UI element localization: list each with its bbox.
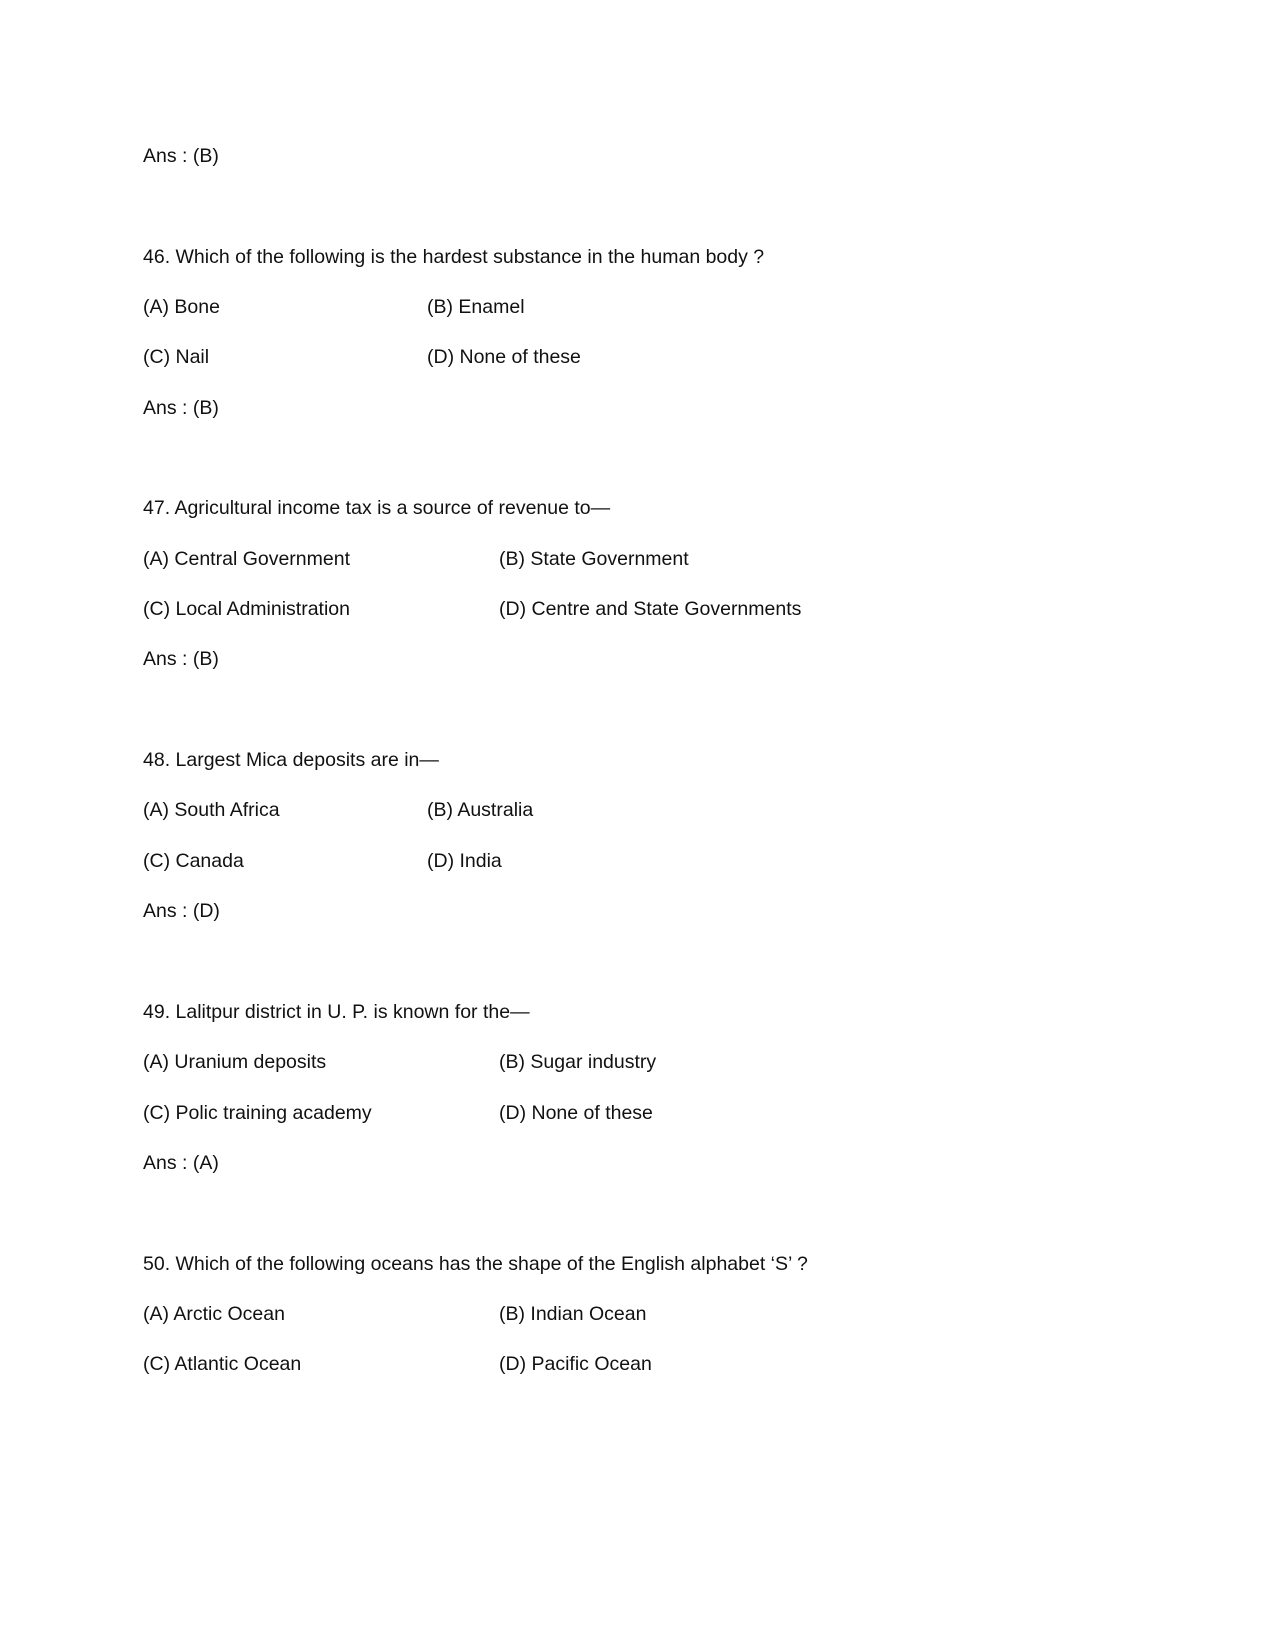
option-b: (B) Enamel [427,296,525,318]
option-d: (D) India [427,850,502,872]
option-c: (C) Local Administration [143,598,350,620]
option-c: (C) Canada [143,850,244,872]
question-text: 46. Which of the following is the hardest substance in the human body ? [143,246,765,268]
option-d: (D) Pacific Ocean [499,1353,652,1375]
option-c: (C) Atlantic Ocean [143,1353,302,1375]
previous-answer: Ans : (B) [143,145,219,167]
question-text: 48. Largest Mica deposits are in— [143,749,439,771]
option-a: (A) Central Government [143,548,350,570]
option-c: (C) Polic training academy [143,1102,372,1124]
option-d: (D) None of these [499,1102,653,1124]
option-a: (A) Arctic Ocean [143,1303,285,1325]
option-a: (A) Bone [143,296,220,318]
option-b: (B) State Government [499,548,689,570]
question-text: 49. Lalitpur district in U. P. is known for the— [143,1001,530,1023]
option-d: (D) None of these [427,346,581,368]
answer: Ans : (B) [143,648,219,670]
option-b: (B) Australia [427,799,534,821]
answer: Ans : (A) [143,1152,219,1174]
option-d: (D) Centre and State Governments [499,598,802,620]
option-b: (B) Sugar industry [499,1051,657,1073]
question-text: 47. Agricultural income tax is a source of revenue to— [143,497,611,519]
option-c: (C) Nail [143,346,210,368]
answer: Ans : (D) [143,900,220,922]
question-text: 50. Which of the following oceans has the shape of the English alphabet ‘S’ ? [143,1253,808,1275]
option-a: (A) Uranium deposits [143,1051,327,1073]
option-b: (B) Indian Ocean [499,1303,647,1325]
option-a: (A) South Africa [143,799,280,821]
answer: Ans : (B) [143,397,219,419]
